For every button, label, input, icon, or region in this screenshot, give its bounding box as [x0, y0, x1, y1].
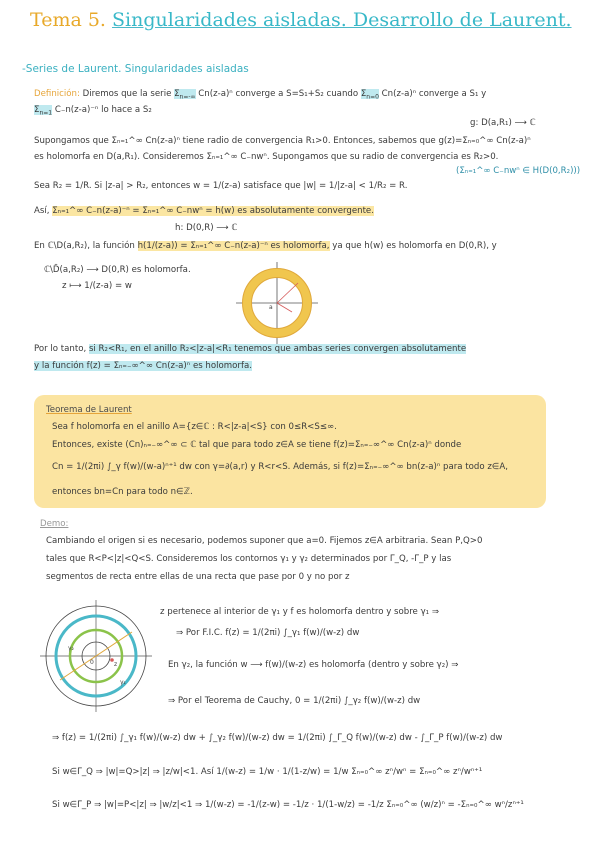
text-line-14 — [34, 361, 252, 372]
text-line-5: es holomorfa en D(a,R₁). Consideremos Σₙ₌₁^∞ C₋nwⁿ. Supongamos que su radio de convergencia es R₂>0. — [34, 152, 499, 162]
demo-line-7: ⇒ Por el Teorema de Cauchy, 0 = 1/(2πi) ∫_γ₂ f(w)/(w-z) dw — [168, 696, 421, 706]
text-line-13 — [34, 344, 466, 355]
annulus-figure — [236, 262, 318, 344]
demo-line-3: segmentos de recta entre ellas de una recta que pase por 0 y no por z — [46, 572, 350, 582]
theorem-title: Teorema de Laurent — [46, 405, 132, 415]
sum-symbol-2: Σ — [360, 89, 367, 99]
text-line-10 — [34, 241, 497, 252]
holomorphic-note: (Σₙ₌₁^∞ C₋nwⁿ ∈ H(D(0,R₂))) — [456, 166, 581, 176]
radius-r1 — [277, 283, 298, 303]
title-number: Tema 5. — [30, 9, 106, 31]
demo-line-6: En γ₂, la función w ⟶ f(w)/(w-z) es holomorfa (dentro y sobre γ₂) ⇒ — [168, 660, 459, 670]
label-gamma2: γ₂ — [68, 645, 74, 652]
section-heading: -Series de Laurent. Singularidades aisladas — [22, 63, 249, 75]
f-holomorphic: y la función f(z) = Σₙ₌₋∞^∞ Cn(z-a)ⁿ es holomorfa. — [34, 361, 252, 371]
demo-line-1: Cambiando el origen si es necesario, podemos suponer que a=0. Fijemos z∈A arbitraria. Sean P,Q>0 — [46, 536, 483, 546]
center-label: a — [269, 304, 273, 311]
title-text: Singularidades aisladas. Desarrollo de Laurent. — [112, 9, 572, 31]
text-therefore: Por lo tanto, — [34, 344, 87, 354]
definition-line-2 — [34, 105, 152, 119]
map-rule: z ⟼ 1/(z-a) = w — [62, 281, 132, 291]
demo-line-5: ⇒ Por F.I.C. f(z) = 1/(2πi) ∫_γ₁ f(w)/(w-z) dw — [176, 628, 360, 638]
page-title — [30, 8, 572, 32]
label-origin: 0 — [90, 659, 94, 666]
definition-text: Diremos que la serie — [82, 89, 172, 99]
text-asi: Así, — [34, 206, 50, 216]
text-in: En ℂ\D(a,R₂), la función — [34, 241, 135, 251]
theorem-line-1: Sea f holomorfa en el anillo A={z∈ℂ : R<|z-a|<S} con 0≤R<S≤∞. — [52, 422, 337, 432]
theorem-line-3: Cn = 1/(2πi) ∫_γ f(w)/(w-a)ⁿ⁺¹ dw con γ=∂(a,r) y R<r<S. Además, si f(z)=Σₙ₌₋∞^∞ bn(z-a)ⁿ para todo z∈A, — [52, 462, 508, 472]
series-pos — [361, 89, 379, 99]
annulus-convergence: si R₂<R₁, en el anillo R₂<|z-a|<R₁ tenemos que ambas series convergen absolutamente — [88, 344, 467, 354]
definition-line-1 — [34, 89, 486, 103]
sum-index: n=-∞ — [179, 93, 196, 101]
absolute-convergence: Σₙ₌₁^∞ C₋n(z-a)⁻ⁿ = Σₙ₌₁^∞ C₋nwⁿ = h(w) es absolutamente convergente. — [52, 206, 374, 216]
demo-line-9: Si w∈Γ_Q ⇒ |w|=Q>|z| ⇒ |z/w|<1. Así 1/(w-z) = 1/w · 1/(1-z/w) = 1/w Σₙ₌₀^∞ zⁿ/wⁿ = Σₙ₌₀^∞ zⁿ/wⁿ⁺¹ — [52, 767, 483, 777]
map-h: h: D(0,R) ⟶ ℂ — [175, 223, 238, 233]
demo-line-10: Si w∈Γ_P ⇒ |w|=P<|z| ⇒ |w/z|<1 ⇒ 1/(w-z) = -1/(z-w) = -1/z · 1/(1-w/z) = -1/z Σₙ₌₀^∞ (w/z)ⁿ = -Σₙ₌₀^∞ wⁿ/zⁿ⁺¹ — [52, 800, 524, 810]
theorem-line-4: entonces bn=Cn para todo n∈ℤ. — [52, 487, 193, 497]
definition-text-3: Cn(z-a)ⁿ converge a S₁ y — [381, 89, 487, 99]
sum-index-2: n=0 — [366, 93, 379, 101]
radius-r2 — [277, 303, 292, 312]
demo-title: Demo: — [40, 519, 69, 529]
sum-symbol-3: Σ — [34, 105, 40, 115]
label-z: z — [114, 661, 118, 668]
text-line-7: Sea R₂ = 1/R. Si |z-a| > R₂, entonces w = 1/(z-a) satisface que |w| = 1/|z-a| < 1/R₂ = R. — [34, 181, 408, 191]
h-holomorphic: h(1/(z-a)) = Σₙ₌₁^∞ C₋n(z-a)⁻ⁿ es holomorfa, — [137, 241, 330, 251]
sum-symbol: Σ — [174, 89, 180, 99]
series-neg — [34, 105, 52, 115]
map-g: g: D(a,R₁) ⟶ ℂ — [470, 118, 536, 128]
definition-text-4: C₋n(z-a)⁻ⁿ lo hace a S₂ — [54, 105, 152, 115]
text-since: ya que h(w) es holomorfa en D(0,R), y — [332, 241, 497, 251]
text-line-4: Supongamos que Σₙ₌₁^∞ Cn(z-a)ⁿ tiene radio de convergencia R₁>0. Entonces, sabemos que g(z)=Σₙ₌₀^∞ Cn(z-a)ⁿ — [34, 136, 531, 146]
map-composition: ℂ\D̄(a,R₂) ⟶ D(0,R) es holomorfa. — [44, 265, 191, 275]
theorem-line-2: Entonces, existe (Cn)ₙ₌₋∞^∞ ⊂ ℂ tal que para todo z∈A se tiene f(z)=Σₙ₌₋∞^∞ Cn(z-a)ⁿ donde — [52, 440, 462, 450]
demo-line-2: tales que R<P<|z|<Q<S. Consideremos los contornos γ₁ y γ₂ determinados por Γ_Q, -Γ_P y las — [46, 554, 452, 564]
demo-line-8: ⇒ f(z) = 1/(2πi) ∫_γ₁ f(w)/(w-z) dw + ∫_γ₂ f(w)/(w-z) dw = 1/(2πi) ∫_Γ_Q f(w)/(w-z) dw - ∫_Γ_P f(w)/(w-z) dw — [52, 733, 503, 743]
text-line-8 — [34, 206, 374, 217]
demo-line-4: z pertenece al interior de γ₁ y f es holomorfa dentro y sobre γ₁ ⇒ — [160, 607, 440, 617]
sum-index-3: n=1 — [39, 109, 53, 117]
contour-figure — [40, 600, 152, 712]
label-gamma1: γ₁ — [120, 679, 126, 686]
series-full — [174, 89, 195, 99]
definition-text-2: Cn(z-a)ⁿ converge a S=S₁+S₂ cuando — [198, 89, 359, 99]
definition-label: Definición: — [34, 89, 80, 99]
